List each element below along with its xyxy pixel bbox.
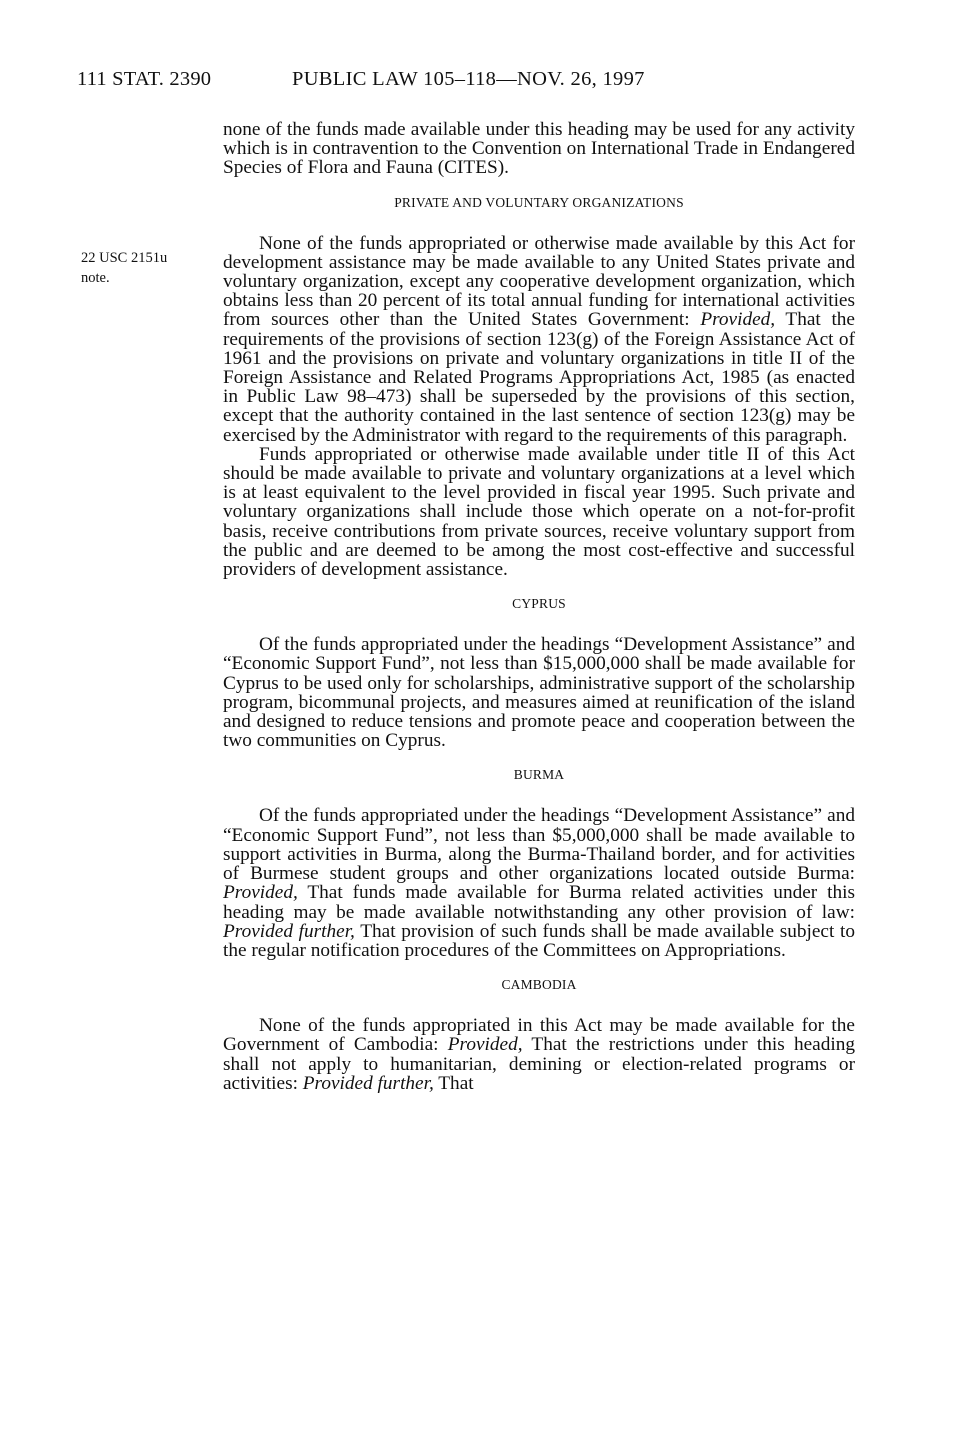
document-body	[223, 120, 855, 1093]
burma-provided-further: Provided further,	[223, 920, 355, 942]
heading-burma: BURMA	[513, 767, 565, 783]
margin-note-usc: 22 USC 2151u	[81, 250, 168, 266]
margin-note-label: note.	[81, 270, 110, 286]
page-header	[0, 0, 963, 110]
pvo-p1-text-a: None of the funds appropriated or otherwise made available by this Act for development assistance may be made available to any United States private and voluntary organization, except any cooperative development organization, which obtains less than 20 percent of its total annual funding for international activities from sources other than the United States Government:	[223, 232, 855, 331]
burma-text-c: That provision of such funds shall be made available subject to the regular notification procedures of the Committees on Appropriations.	[223, 920, 855, 961]
heading-cambodia: CAMBODIA	[501, 977, 577, 993]
cambodia-text-b: That the restrictions under this heading shall not apply to humanitarian, demining or election-related programs or activities:	[223, 1034, 855, 1094]
cambodia-text-c: That	[433, 1072, 474, 1094]
pvo-p1-text-b: That the requirements of the provisions of section 123(g) of the Foreign Assistance Act of 1961 and the provisions on private and voluntary organizations in title II of the Foreign Assistance and Related Programs Appropriations Act, 1985 (as enacted in Public Law 98–473) shall be superseded by the provisions of this section, except that the authority contained in the last sentence of section 123(g) may be exercised by the Administrator with regard to the requirements of this paragraph.	[223, 309, 855, 446]
burma-provided: Provided,	[223, 882, 298, 904]
cambodia-provided-further: Provided further,	[302, 1072, 434, 1094]
margin-note	[81, 248, 201, 288]
pvo-paragraph-2: Funds appropriated or otherwise made available under title II of this Act should be made available to private and voluntary organizations at a level which is at least equivalent to the level provided in fiscal year 1995. Such private and voluntary organizations shall include those which operate on a not-for-profit basis, receive contributions from private sources, receive voluntary support from the public and are deemed to be among the most cost-effective and successful providers of development assistance.	[223, 443, 855, 581]
heading-cyprus: CYPRUS	[512, 596, 566, 612]
cambodia-text-a: None of the funds appropriated in this Act may be made available for the Government of Cambodia:	[223, 1015, 855, 1056]
burma-text-a: Of the funds appropriated under the headings “Development Assistance” and “Economic Support Fund”, not less than $5,000,000 shall be made available to support activities in Burma, along the Burma-Thailand border, and for activities of Burmese student groups and other organizations located outside Burma:	[223, 805, 855, 885]
cambodia-paragraph	[223, 1016, 855, 1093]
cambodia-provided: Provided,	[447, 1034, 523, 1056]
intro-paragraph: none of the funds made available under this heading may be used for any activity which is in contravention to the Convention on International Trade in Endangered Species of Flora and Fauna (CITES).	[223, 119, 855, 179]
public-law-title: PUBLIC LAW 105–118—NOV. 26, 1997	[292, 68, 645, 90]
pvo-paragraph-1	[223, 234, 855, 445]
burma-paragraph	[223, 806, 855, 960]
cyprus-paragraph: Of the funds appropriated under the headings “Development Assistance” and “Economic Support Fund”, not less than $15,000,000 shall be made available for Cyprus to be used only for scholarships, administrative support of the scholarship program, bicommunal projects, and measures aimed at reunification of the island and designed to reduce tensions and promote peace and cooperation between the two communities on Cyprus.	[223, 634, 855, 752]
burma-text-b: That funds made available for Burma related activities under this heading may be made available notwithstanding any other provision of law:	[223, 882, 855, 923]
pvo-p1-provided: Provided,	[700, 309, 776, 331]
stat-citation: 111 STAT. 2390	[77, 68, 212, 90]
heading-private-voluntary-organizations: PRIVATE AND VOLUNTARY ORGANIZATIONS	[394, 194, 684, 210]
